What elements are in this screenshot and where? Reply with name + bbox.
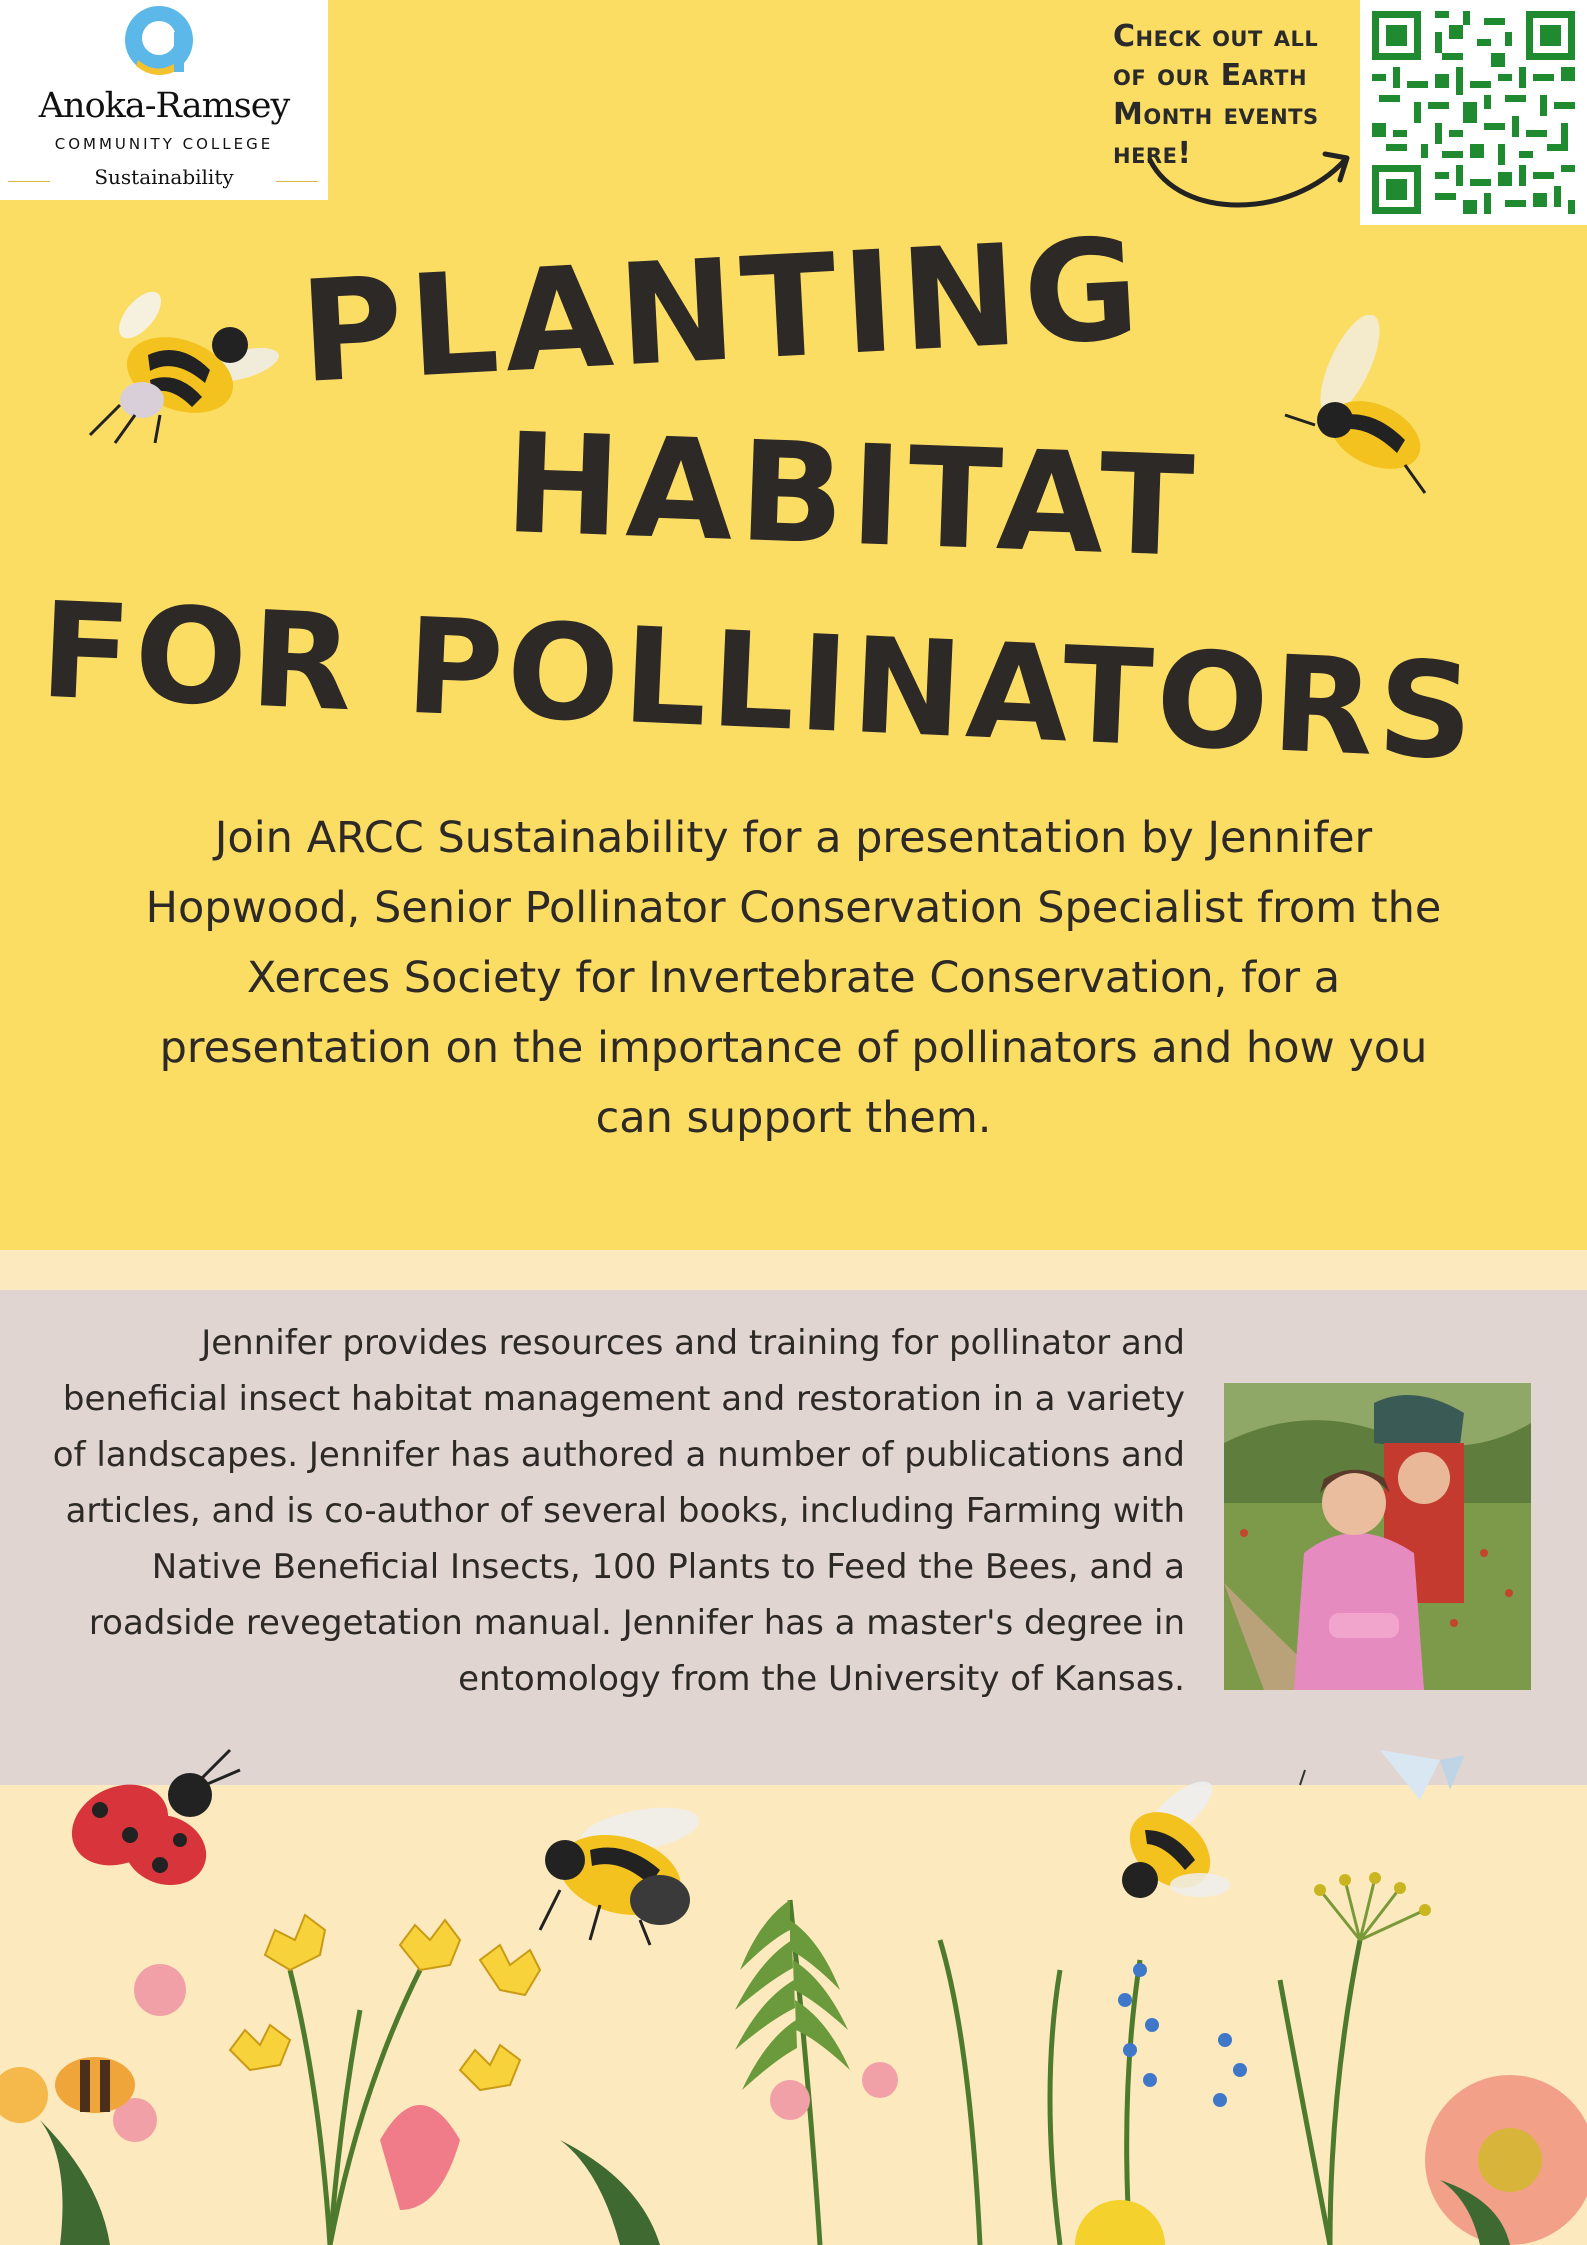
college-tagline: Sustainability — [94, 165, 234, 189]
logo-divider — [276, 181, 318, 182]
college-logo[interactable] — [0, 0, 328, 200]
qr-callout-text: Check out all of our Earth Month events here! — [1113, 19, 1319, 171]
event-title — [0, 205, 1587, 845]
title-line: PLANTING — [296, 207, 1149, 416]
fern-icon — [735, 1900, 850, 2090]
college-name: Anoka-Ramsey — [38, 86, 290, 126]
flower-illustration — [0, 1740, 1587, 2245]
qr-code[interactable] — [1360, 0, 1587, 225]
college-logo-icon — [118, 0, 200, 82]
butterfly-icon — [1300, 1750, 1465, 1800]
qr-code-icon — [1372, 11, 1575, 214]
speaker-photo — [1224, 1383, 1531, 1690]
college-subtitle: COMMUNITY COLLEGE — [54, 135, 274, 153]
title-line: HABITAT — [502, 402, 1203, 589]
event-description: Join ARCC Sustainability for a presentation by Jennifer Hopwood, Senior Pollinator Conservation Specialist from the Xerces Society for Invertebrate Conservation, for a presentation on the importance of pollinators and how you can support them. — [145, 813, 1442, 1143]
ladybug-icon — [59, 1750, 240, 1896]
bumblebee-icon — [1115, 1772, 1230, 1903]
speaker-bio: Jennifer provides resources and training for pollinator and beneficial insect habitat management and restoration in a variety of landscapes. Jennifer has authored a number of publications and articles, and is co-author of several books, including Farming with Native Beneficial Insects, 100 Plants to Feed the Bees, and a roadside revegetation manual. Jennifer has a master's degree in entomology from the University of Kansas. — [52, 1323, 1185, 1699]
title-line: FOR POLLINATORS — [37, 573, 1481, 791]
bumblebee-icon — [540, 1800, 703, 1945]
poppy-flower — [1425, 2075, 1587, 2245]
